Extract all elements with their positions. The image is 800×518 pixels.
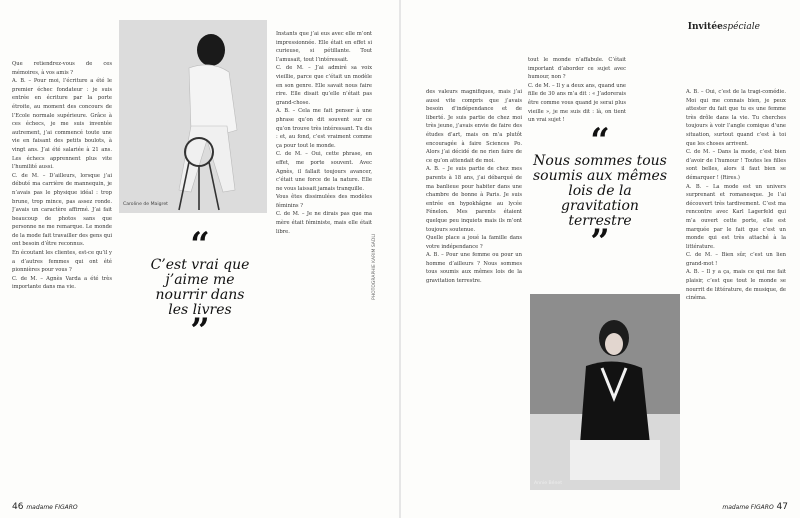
paragraph: A. B. – Il y a ça, mais ce qui me fait plaisir, c’est que tout le monde se nourrit de littérature, de musique, de cinéma. [686, 269, 786, 302]
pull-quote [530, 121, 670, 262]
paragraph: A. B. – Pour moi, l’écriture a été le premier échec fondateur : je suis entrée en écriture par la porte étroite, au moment des concours de l’Ecole normale supérieure. Grâce à ces échecs, je me suis inventée autrement, j’ai commencé toute une vie en faisant des petits boulots, à vingt ans. J’ai été salariée à 21 ans. Les échecs apprennent plus vite l’humilité aussi. [12, 78, 112, 171]
pull-quote-text: C’est vrai que j’aime me nourrir dans les livres [150, 257, 250, 318]
open-quote-mark: “ [590, 121, 610, 161]
magazine-brand: madame FIGARO [26, 504, 78, 511]
paragraph: A. B. – Cela me fait penser à une phrase qu’on dit souvent sur ce qu’on trouve très intéressant. Tu dis : et, au fond, c’est vraiment comme ça pour tout le monde. [276, 108, 372, 149]
gutter [399, 0, 401, 518]
close-quote-mark: ” [190, 311, 210, 351]
paragraph: Instants que j’ai eus avec elle m’ont impressionnée. Elle était en effet si curieuse, si pétillante. Tout l’amusait, tout l’intéressait. [276, 31, 372, 63]
paragraph: C. de M. – J’ai admiré sa voix vieillie, parce que c’était un modèle en son genre. Elle savait nous faire rire. Elle disait qu’elle n’était pas grand-chose. [276, 65, 372, 106]
magazine-brand: madame FIGARO [722, 504, 774, 511]
paragraph: A. B. – La mode est un univers surprenant et romanesque. Je l’ai découvert très tardivement. C’est ma rencontre avec Karl Lagerfeld qui m’a ouvert cette porte, elle est marquée par le fait que c’est un monde qui est très attaché à la littérature. [686, 183, 786, 250]
photo-caption: Annie Bénet [534, 481, 563, 486]
page-number: 46 [12, 502, 24, 512]
close-quote-mark: ” [590, 222, 610, 262]
paragraph: A. B. – Je suis partie de chez mes parents à 18 ans, j’ai débarqué de ma banlieue pour habiter dans une chambre de bonne à Paris. Je suis entrée en hypokhâgne au lycée Fénelon. Mes parents étaient quelque peu inquiets mais ils m’ont toujours soutenue. [426, 166, 522, 233]
paragraph: A. B. – Oui, c’est de la tragi-comédie. Moi qui me connais bien, je peux attester du fait que tu es une femme très drôle dans la vie. Tu cherches toujours à voir l’angle comique d’une situation, surtout quand c’est à toi que les choses arrivent. [686, 89, 786, 147]
paragraph: Vous êtes dissimulées des modèles féminins ? [276, 194, 372, 209]
pull-quote-text: Nous sommes tous soumis aux mêmes lois de la gravitation terrestre [532, 153, 668, 229]
text-column [426, 88, 522, 498]
page-folio-right [722, 502, 788, 512]
paragraph: Quelle place a joué la famille dans votre indépendance ? [426, 235, 522, 250]
section-header [688, 22, 760, 32]
paragraph: des valeurs magnifiques, mais j’ai aussi vite compris que j’avais besoin d’indépendance et de liberté. Je suis partie de chez moi très jeune, j’avais envie de faire des études d’art, mais on m’a plutôt encouragée à faire Sciences Po. Alors j’ai décidé de ne rien faire de ce qu’on attendait de moi. [426, 89, 522, 164]
photo-caption: Caroline de Maigret [123, 202, 168, 207]
text-column [686, 88, 786, 498]
header-italic: spéciale [722, 22, 760, 32]
paragraph: C. de M. – Dans la mode, c’est bien d’avoir de l’humour ! Toutes les filles sont belles, alors il faut bien se démarquer ! (Rires.) [686, 149, 786, 181]
paragraph: C. de M. – Bien sûr, c’est un lien grand-mot ! [686, 252, 786, 267]
pull-quote [150, 225, 250, 351]
paragraph: C. de M. – Il y a deux ans, quand une fille de 30 ans m’a dit : « J’adorerais être comme vous quand je serai plus vieille », je me suis dit : là, on tient un vrai sujet ! [528, 82, 626, 124]
header-bold: Invitée [687, 22, 723, 32]
open-quote-mark: “ [190, 225, 210, 265]
photo-credit: PHOTOGRAPHIE KARIM SADLI [372, 233, 377, 300]
portrait-illustration [119, 20, 267, 213]
paragraph: En écoutant les clientes, est-ce qu’il y a d’autres femmes qui ont été pionnières pour vous ? [12, 250, 112, 274]
paragraph: tout le monde n’affabule. C’était important d’aborder ce sujet avec humour, non ? [528, 57, 626, 81]
text-column [276, 30, 372, 470]
paragraph: A. B. – Pour une femme ou pour un homme d’ailleurs ? Nous sommes tous soumis aux mêmes lois de la gravitation terrestre. [426, 252, 522, 285]
paragraph: Que retiendrez-vous de ces mémoires, à vos amis ? [12, 61, 112, 76]
paragraph: C. de M. – Je ne dirais pas que ma mère était féministe, mais elle était libre. [276, 211, 372, 235]
photo-woman-seated [530, 294, 680, 490]
text-column [12, 60, 112, 500]
page-number: 47 [776, 502, 788, 512]
photo-woman-on-stool [119, 20, 267, 213]
portrait-illustration [530, 294, 680, 490]
text-column [528, 56, 626, 126]
paragraph: C. de M. – D’ailleurs, lorsque j’ai débuté ma carrière de mannequin, je n’avais pas le physique idéal : trop brune, trop mince, pas assez ronde. J’avais un caractère affirmé. J’ai fait beaucoup de photos sans que personne ne me remarque. Le monde de la mode fait travailler des gens qui ont besoin d’être reconnus. [12, 172, 112, 248]
paragraph: C. de M. – Oui, cette phrase, en effet, me porte souvent. Avec Agnès, il fallait toujours avancer, c’était une force de la nature. Elle ne vous laissait jamais tranquille. [276, 151, 372, 192]
page-folio-left [12, 502, 78, 512]
paragraph: C. de M. – Agnès Varda a été très importante dans ma vie. [12, 275, 112, 291]
